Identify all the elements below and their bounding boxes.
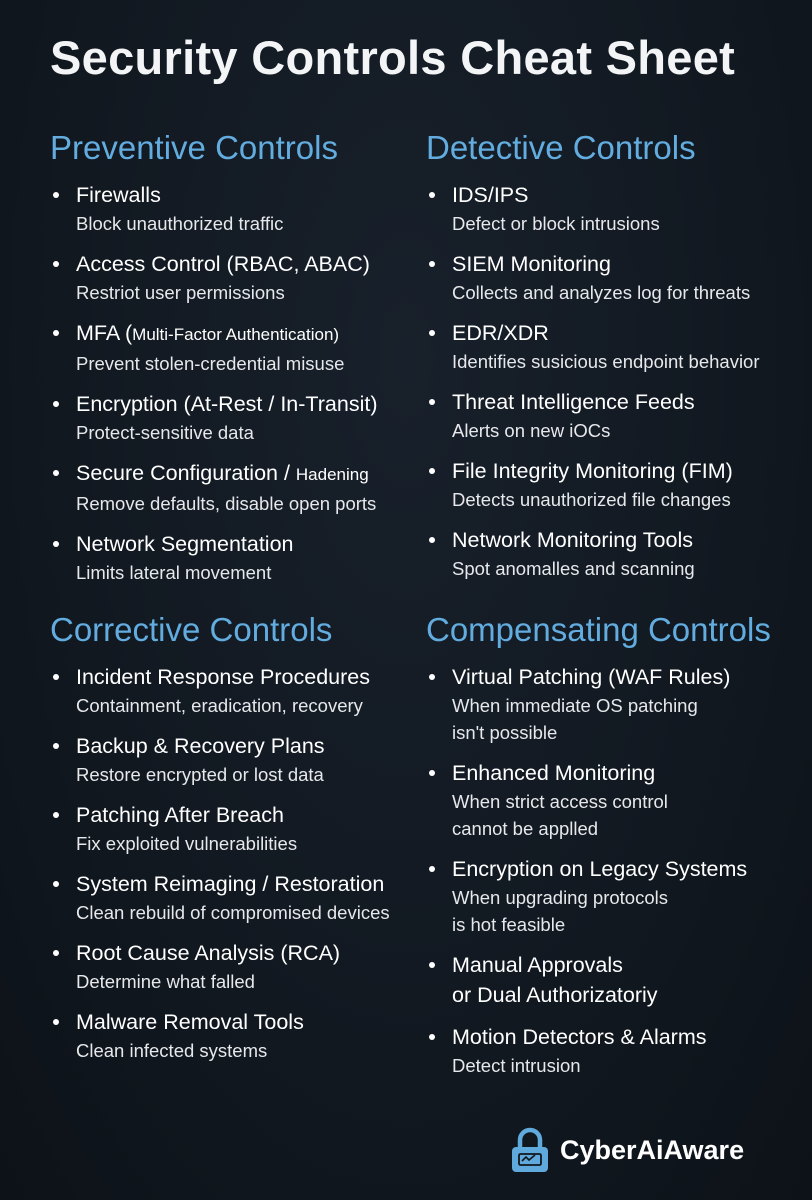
item-title-main: MFA ( [76, 321, 133, 345]
list-item [50, 249, 430, 306]
item-description: Clean rebuild of compromised devices [76, 902, 390, 923]
bullet-icon [53, 950, 59, 956]
item-title-continued: or Dual Authorizatoriy [452, 983, 658, 1007]
bullet-icon [429, 399, 435, 405]
bullet-icon [53, 470, 59, 476]
item-title: EDR/XDR [452, 321, 549, 345]
item-title: Root Cause Analysis (RCA) [76, 941, 341, 965]
item-title: System Reimaging / Restoration [76, 872, 385, 896]
item-title: Motion Detectors & Alarms [452, 1025, 707, 1049]
item-description: When upgrading protocols [452, 887, 668, 908]
item-description: Restore encrypted or lost data [76, 764, 324, 785]
list-item [50, 662, 430, 719]
item-title [76, 318, 430, 350]
list-item [50, 458, 430, 517]
list-item [426, 1022, 812, 1079]
item-description: Containment, eradication, recovery [76, 695, 363, 716]
item-title-suffix: Multi-Factor Authentication) [132, 325, 340, 344]
brand-name: CyberAiAware [560, 1134, 745, 1165]
section-detective-controls [426, 128, 812, 582]
item-description: Prevent stolen-credential misuse [76, 353, 345, 374]
section-heading: Corrective Controls [50, 611, 333, 648]
section-heading: Compensating Controls [426, 611, 771, 648]
list-item [50, 938, 430, 995]
list-item [426, 525, 812, 582]
item-description: Clean infected systems [76, 1040, 268, 1061]
item-title: Virtual Patching (WAF Rules) [452, 665, 731, 689]
list-item [426, 758, 812, 842]
list-item [426, 854, 812, 938]
item-description: When immediate OS patching [452, 695, 698, 716]
bullet-icon [429, 962, 435, 968]
item-description: Spot anomalles and scanning [452, 558, 695, 579]
control-list [426, 662, 812, 1079]
list-item [426, 662, 812, 746]
section-heading: Detective Controls [426, 129, 696, 166]
item-title-main: Secure Configuration / [76, 461, 296, 485]
bullet-icon [53, 541, 59, 547]
item-description: Fix exploited vulnerabilities [76, 833, 298, 854]
bullet-icon [429, 192, 435, 198]
control-list [50, 180, 430, 586]
item-description: Remove defaults, disable open ports [76, 493, 377, 514]
control-list [50, 662, 430, 1064]
bullet-icon [53, 401, 59, 407]
bullet-icon [429, 674, 435, 680]
item-title: Enhanced Monitoring [452, 761, 656, 785]
item-description: Detects unauthorized file changes [452, 489, 731, 510]
bullet-icon [53, 192, 59, 198]
item-title: Network Segmentation [76, 532, 294, 556]
item-description: Alerts on new iOCs [452, 420, 611, 441]
item-title: Encryption (At-Rest / In-Transit) [76, 392, 378, 416]
item-description: Identifies susicious endpoint behavior [452, 351, 760, 372]
item-description: Detect intrusion [452, 1055, 581, 1076]
list-item [426, 318, 812, 375]
item-description: Block unauthorized traffic [76, 213, 284, 234]
item-title: Threat Intelligence Feeds [452, 390, 695, 414]
item-title: IDS/IPS [452, 183, 529, 207]
item-description: Restriot user permissions [76, 282, 285, 303]
padlock-icon [510, 1126, 550, 1174]
item-title: File Integrity Monitoring (FIM) [452, 459, 733, 483]
item-title: Manual Approvals [452, 953, 623, 977]
list-item [50, 800, 430, 857]
item-title: Backup & Recovery Plans [76, 734, 325, 758]
bullet-icon [429, 330, 435, 336]
item-title: Patching After Breach [76, 803, 284, 827]
item-description: Determine what falled [76, 971, 255, 992]
list-item [50, 731, 430, 788]
bullet-icon [429, 1034, 435, 1040]
item-description-continued: isn't possible [452, 722, 558, 743]
item-title: Malware Removal Tools [76, 1010, 304, 1034]
item-description: When strict access control [452, 791, 668, 812]
brand-logo [510, 1126, 744, 1174]
item-description: Defect or block intrusions [452, 213, 660, 234]
bullet-icon [53, 674, 59, 680]
list-item [426, 180, 812, 237]
bullet-icon [429, 866, 435, 872]
list-item [50, 389, 430, 446]
item-title: Network Monitoring Tools [452, 528, 693, 552]
list-item [426, 249, 812, 306]
section-compensating-controls [426, 610, 812, 1079]
item-title: Incident Response Procedures [76, 665, 371, 689]
bullet-icon [429, 537, 435, 543]
item-title: SIEM Monitoring [452, 252, 611, 276]
list-item [50, 180, 430, 237]
bullet-icon [429, 468, 435, 474]
bullet-icon [429, 261, 435, 267]
bullet-icon [53, 330, 59, 336]
list-item [50, 1007, 430, 1064]
section-preventive-controls [50, 128, 430, 586]
bullet-icon [429, 770, 435, 776]
bullet-icon [53, 261, 59, 267]
section-heading: Preventive Controls [50, 129, 338, 166]
bullet-icon [53, 743, 59, 749]
item-title: Firewalls [76, 183, 161, 207]
item-title [76, 458, 430, 490]
list-item [426, 387, 812, 444]
section-corrective-controls [50, 610, 430, 1064]
item-title-suffix: Hadening [295, 465, 369, 484]
control-list [426, 180, 812, 582]
list-item [50, 869, 430, 926]
item-description: Collects and analyzes log for threats [452, 282, 751, 303]
list-item [50, 318, 430, 377]
item-title: Access Control (RBAC, ABAC) [76, 252, 370, 276]
item-description-continued: cannot be applled [452, 818, 599, 839]
bullet-icon [53, 881, 59, 887]
bullet-icon [53, 812, 59, 818]
item-description: Protect-sensitive data [76, 422, 254, 443]
list-item [50, 529, 430, 586]
list-item [426, 456, 812, 513]
item-description: Limits lateral movement [76, 562, 272, 583]
page-title: Security Controls Cheat Sheet [50, 31, 736, 84]
item-title: Encryption on Legacy Systems [452, 857, 748, 881]
bullet-icon [53, 1019, 59, 1025]
list-item [426, 950, 812, 1010]
item-description-continued: is hot feasible [452, 914, 566, 935]
